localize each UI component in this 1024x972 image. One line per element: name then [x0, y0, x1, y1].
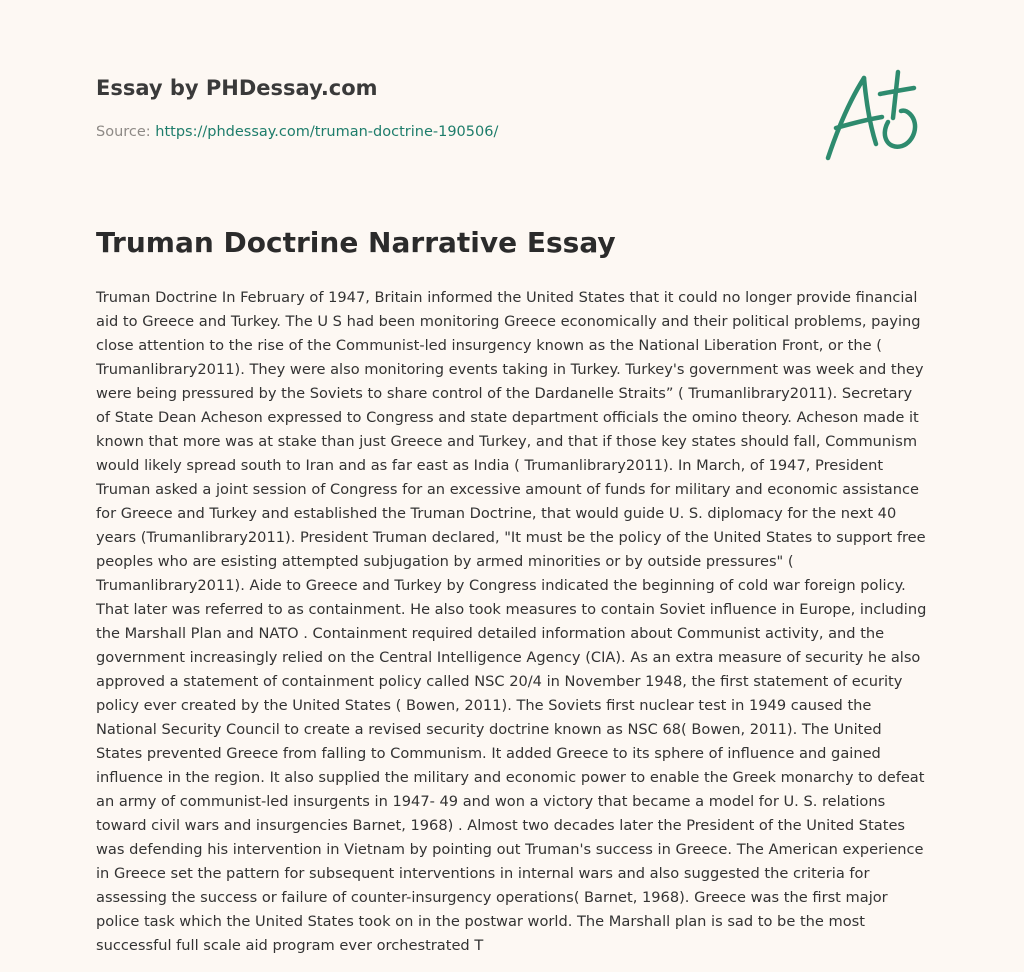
source-label: Source: [96, 124, 151, 140]
source-link[interactable]: https://phdessay.com/truman-doctrine-190506/ [155, 124, 499, 140]
site-title: Essay by PHDessay.com [96, 76, 378, 100]
a-plus-grade-icon [822, 66, 928, 164]
source-line [96, 124, 498, 140]
essay-title: Truman Doctrine Narrative Essay [96, 226, 616, 259]
essay-body: Truman Doctrine In February of 1947, Britain informed the United States that it could no longer provide financial aid to Greece and Turkey. The U S had been monitoring Greece economically and their political problems, paying close attention to the rise of the Communist-led insurgency known as the National Liberation Front, or the ( Trumanlibrary2011). They were also monitoring events taking in Turkey. Turkey's government was week and they were being pressured by the Soviets to share control of the Dardanelle Straits” ( Trumanlibrary2011). Secretary of State Dean Acheson expressed to Congress and state department officials the omino theory. Acheson made it known that more was at stake than just Greece and Turkey, and that if those key states should fall, Communism would likely spread south to Iran and as far east as India ( Trumanlibrary2011). In March, of 1947, President Truman asked a joint session of Congress for an excessive amount of funds for military and economic assistance for Greece and Turkey and established the Truman Doctrine, that would guide U. S. diplomacy for the next 40 years (Trumanlibrary2011). President Truman declared, "It must be the policy of the United States to support free peoples who are esisting attempted subjugation by armed minorities or by outside pressures" ( Trumanlibrary2011). Aide to Greece and Turkey by Congress indicated the beginning of cold war foreign policy. That later was referred to as containment. He also took measures to contain Soviet influence in Europe, including the Marshall Plan and NATO . Containment required detailed information about Communist activity, and the government increasingly relied on the Central Intelligence Agency (CIA). As an extra measure of security he also approved a statement of containment policy called NSC 20/4 in November 1948, the first statement of ecurity policy ever created by the United States ( Bowen, 2011). The Soviets first nuclear test in 1949 caused the National Security Council to create a revised security doctrine known as NSC 68( Bowen, 2011). The United States prevented Greece from falling to Communism. It added Greece to its sphere of influence and gained influence in the region. It also supplied the military and economic power to enable the Greek monarchy to defeat an army of communist-led insurgents in 1947- 49 and won a victory that became a model for U. S. relations toward civil wars and insurgencies Barnet, 1968) . Almost two decades later the President of the United States was defending his intervention in Vietnam by pointing out Truman's success in Greece. The American experience in Greece set the pattern for subsequent interventions in internal wars and also suggested the criteria for assessing the success or failure of counter-insurgency operations( Barnet, 1968). Greece was the first major police task which the United States took on in the postwar world. The Marshall plan is sad to be the most successful full scale aid program ever orchestrated T [96, 289, 927, 954]
